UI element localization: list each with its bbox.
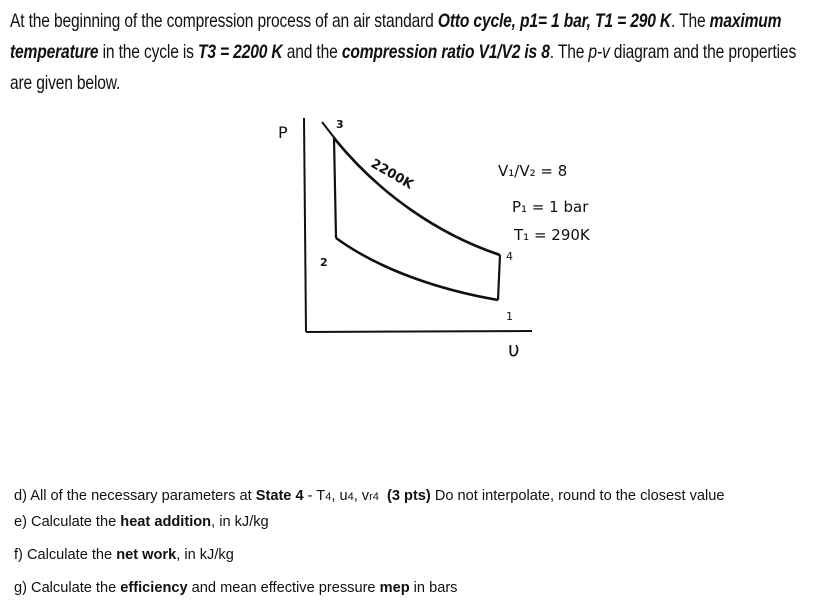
question-f: f) Calculate the net work, in kJ/kg bbox=[14, 547, 234, 563]
intro-text-11: diagram and the properties are given below. bbox=[10, 41, 797, 94]
v-axis-label: υ bbox=[508, 337, 520, 361]
intro-maximum-temperature: maximum temperature bbox=[10, 10, 782, 63]
intro-text-1: At the beginning of the compression process of an air standard bbox=[10, 10, 438, 32]
intro-text-7: and the bbox=[282, 41, 342, 63]
state-2-label: 2 bbox=[320, 256, 328, 269]
intro-otto-cycle: Otto cycle, p1= 1 bar, T1 = 290 K bbox=[437, 10, 672, 32]
intro-t3: T3 = 2200 K bbox=[198, 41, 283, 63]
intro-text-5: in the cycle is bbox=[98, 41, 198, 63]
question-d: d) All of the necessary parameters at State 4 - T4, u4, vr4 (3 pts) Do not interpolate, round to the closest value bbox=[14, 488, 725, 504]
given-t1: T₁ = 290K bbox=[514, 226, 590, 244]
state-4-label: 4 bbox=[506, 250, 513, 263]
intro-compression-ratio: compression ratio V1/V2 is 8 bbox=[341, 41, 550, 63]
given-p1: P₁ = 1 bar bbox=[512, 198, 589, 216]
isotherm-label: 2200K bbox=[368, 156, 416, 193]
intro-text-9: . The bbox=[549, 41, 589, 63]
intro-text-3: . The bbox=[671, 10, 710, 32]
p-axis-label: P bbox=[278, 123, 288, 142]
state-3-label: 3 bbox=[336, 118, 344, 131]
intro-pv: p-v bbox=[588, 41, 610, 63]
question-e: e) Calculate the heat addition, in kJ/kg bbox=[14, 514, 269, 530]
given-ratio: V₁/V₂ = 8 bbox=[498, 162, 568, 180]
question-g: g) Calculate the efficiency and mean effective pressure mep in bars bbox=[14, 580, 458, 596]
state-1-label: 1 bbox=[506, 310, 513, 323]
